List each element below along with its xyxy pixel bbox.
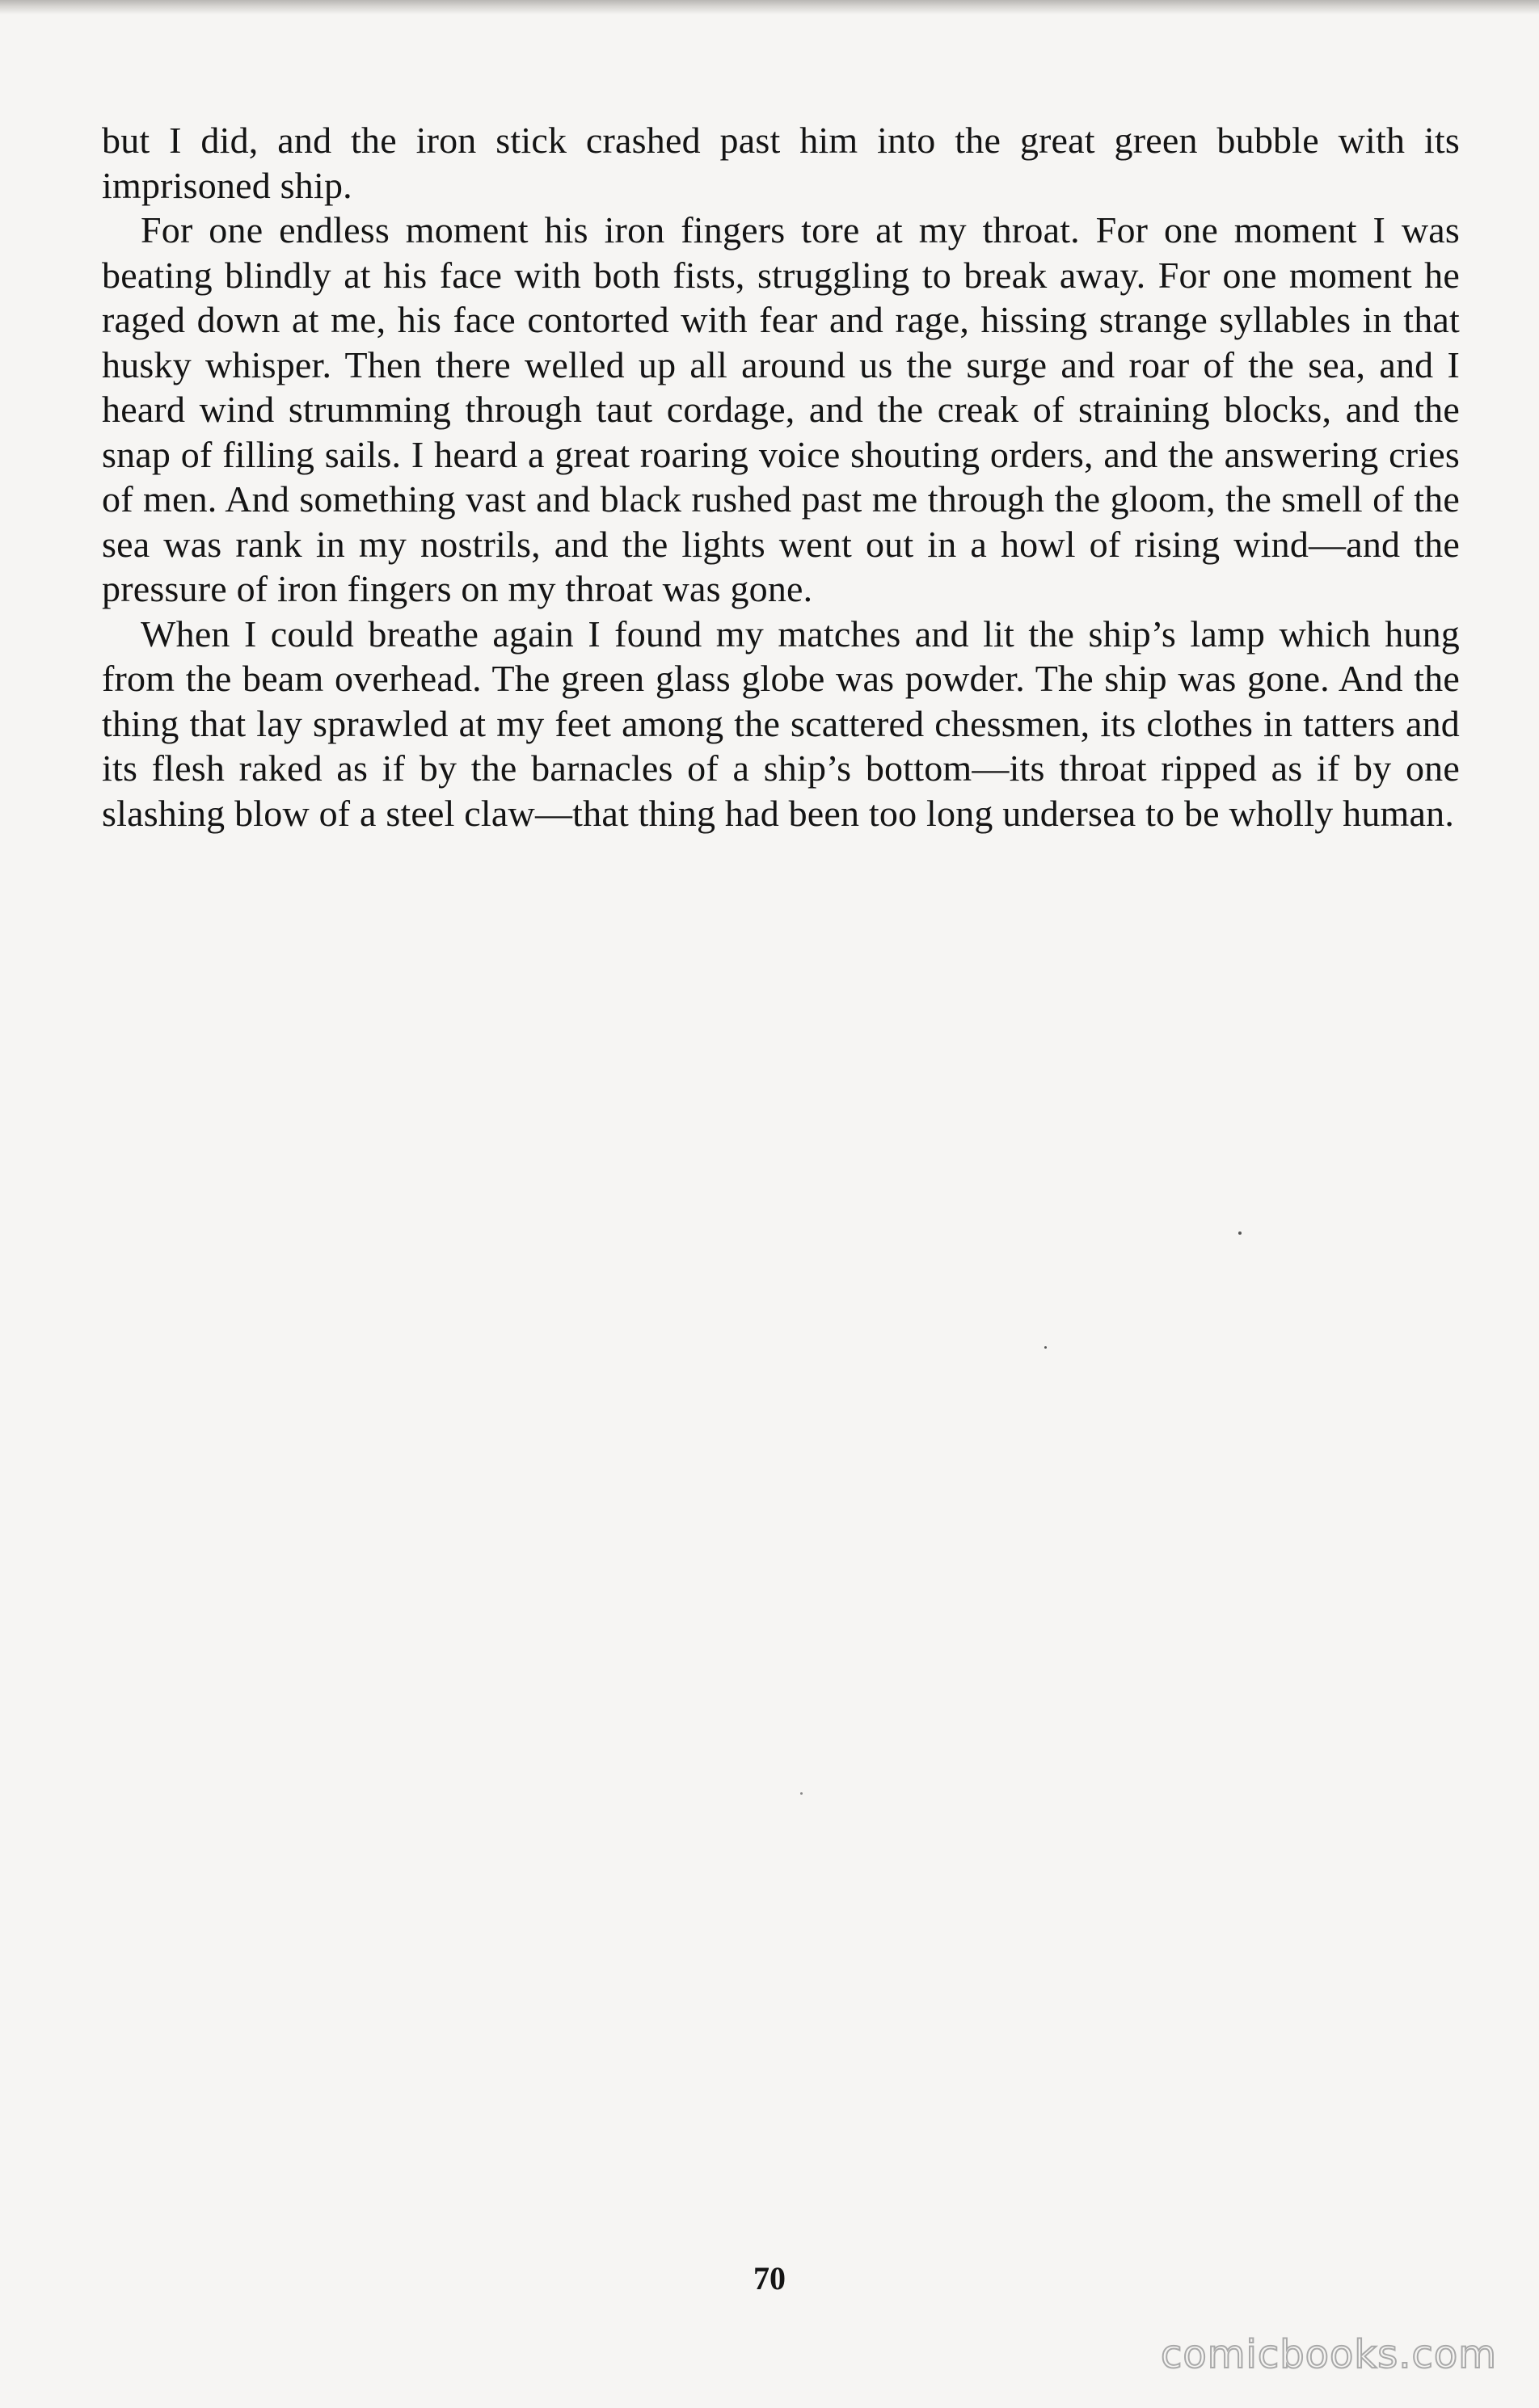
page-number: 70: [753, 2260, 786, 2296]
body-text: [102, 118, 1460, 836]
print-speck: [1044, 1346, 1047, 1349]
paragraph-3: When I could breathe again I found my matches and lit the ship’s lamp which hung from the beam overhead. The green glass globe was powder. The ship was gone. And the thing that lay sprawled at my feet among the scattered chessmen, its clothes in tatters and its flesh raked as if by the barnacles of a ship’s bottom—its throat ripped as if by one slashing blow of a steel claw—that thing had been too long undersea to be wholly human.: [102, 613, 1460, 834]
watermark-logo: comicbooks.com: [1160, 2332, 1497, 2377]
paragraph-1: but I did, and the iron stick crashed past him into the great green bubble with its imprisoned ship.: [102, 120, 1460, 206]
print-speck: [1238, 1231, 1242, 1235]
print-speck: [800, 1792, 803, 1795]
paragraph-2: For one endless moment his iron fingers tore at my throat. For one moment I was beating blindly at his face with both fists, struggling to break away. For one moment he raged down at me, his face contorted with fear and rage, hissing strange syllables in that husky whisper. Then there welled up all around us the surge and roar of the sea, and I heard wind strumming through taut cordage, and the creak of straining blocks, and the snap of filling sails. I heard a great roaring voice shouting orders, and the answering cries of men. And something vast and black rushed past me through the gloom, the smell of the sea was rank in my nostrils, and the lights went out in a howl of rising wind—and the pressure of iron fingers on my throat was gone.: [102, 209, 1460, 609]
page-top-edge: [0, 0, 1539, 15]
